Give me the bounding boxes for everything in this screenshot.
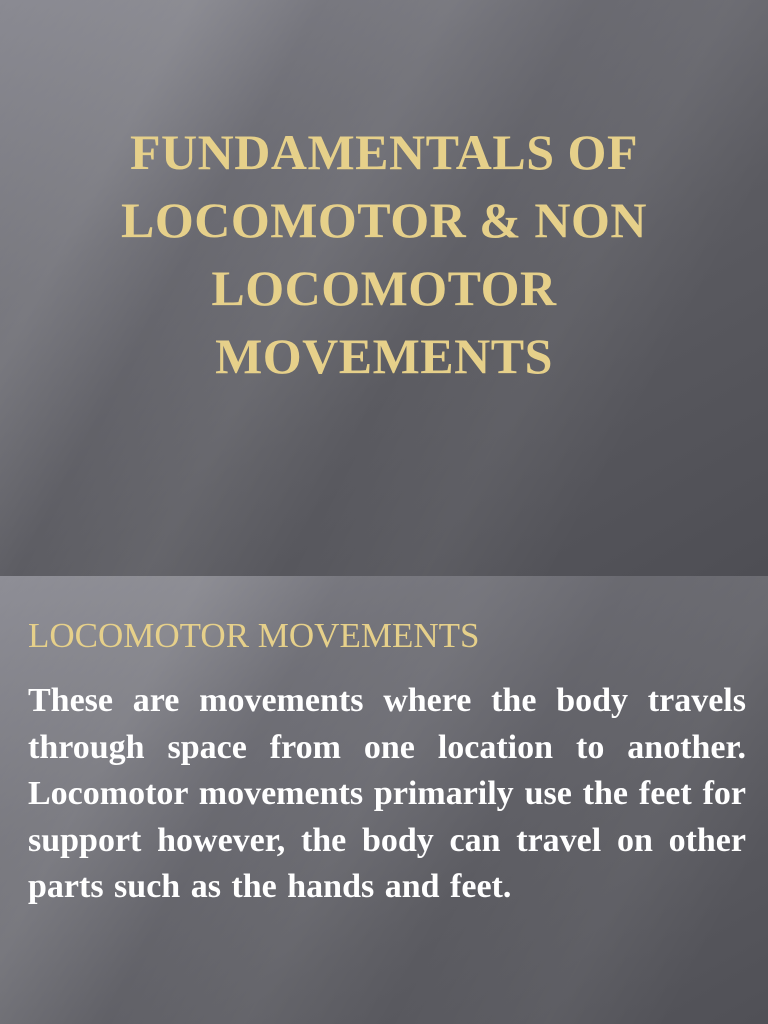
section-heading: LOCOMOTOR MOVEMENTS — [28, 616, 480, 655]
slide-title: FUNDAMENTALS OF LOCOMOTOR & NON LOCOMOTOR MOVEMENTS — [120, 124, 648, 384]
body-paragraph: These are movements where the body travels through space from one location to another. Locomotor movements primarily use the feet for support however, the body can travel on other parts such as the hands and feet. — [28, 682, 746, 905]
content-slide — [0, 576, 768, 1024]
